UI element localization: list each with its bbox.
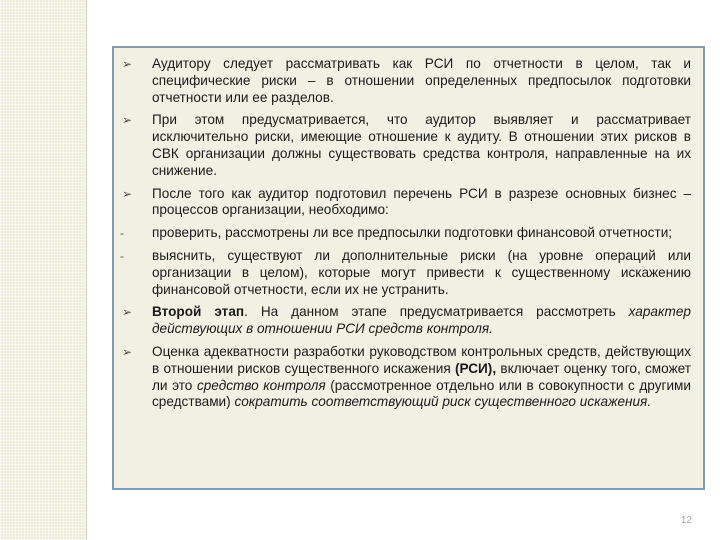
list-item-text [152, 248, 691, 298]
arrow-bullet-icon: ➢ [122, 344, 133, 359]
text-run: . На данном этапе предусматривается рассмотреть [244, 304, 629, 320]
list-item [118, 186, 691, 220]
arrow-bullet-icon: ➢ [122, 186, 133, 201]
text-run: проверить, рассмотрены ли все предпосылки подготовки финансовой отчетности; [152, 225, 673, 241]
text-run: Оценка адекватности разработки руководством контрольных средств, действующих в отношении рисков существенного искажения [152, 343, 691, 376]
text-run: включает оценку того, сможет ли это [152, 360, 691, 393]
text-run: После того как аудитор подготовил перечень РСИ в разрезе основных бизнес – процессов организации, необходимо: [152, 185, 691, 218]
text-run: выяснить, существуют ли дополнительные риски (на уровне операций или организации в целом), которые могут привести к существенному искажению финансовой отчетности, если их не устранить. [152, 247, 691, 297]
text-run: (рассмотренное отдельно или в совокупности с другими средствами) [152, 377, 691, 410]
text-run: Второй этап [152, 304, 245, 320]
list-item [118, 112, 691, 179]
dash-bullet-icon: - [120, 248, 124, 263]
list-item-text [152, 186, 691, 220]
text-run: При этом предусматривается, что аудитор выявляет и рассматривает исключительно риски, имеющие отношение к аудиту. В отношении этих рисков в СВК организации должны существовать средства контроля, направленные на их снижение. [152, 112, 691, 178]
list-item [118, 248, 691, 298]
arrow-bullet-icon: ➢ [122, 57, 133, 71]
list-item-text [152, 344, 691, 411]
arrow-bullet-icon: ➢ [122, 305, 133, 320]
list-item [118, 344, 691, 411]
arrow-bullet-icon: ➢ [122, 113, 133, 128]
decorative-side-pattern [0, 0, 86, 540]
list-item-text [152, 112, 691, 179]
text-run: средство контроля [196, 377, 326, 393]
list-item [118, 225, 691, 242]
text-run: сократить соответствующий риск существенного искажения. [234, 394, 652, 410]
text-run: (РСИ), [454, 360, 497, 376]
list-item [118, 304, 691, 338]
list-item-text [152, 225, 691, 242]
content-box [112, 46, 705, 490]
list-item-text [152, 56, 691, 106]
bullet-list [118, 56, 691, 411]
text-run: Аудитору следует рассматривать как РСИ по отчетности в целом, так и специфические риски – в отношении определенных предпосылок подготовки отчетности или ее разделов. [152, 56, 691, 105]
dash-bullet-icon: - [120, 226, 124, 241]
text-run: характер действующих в отношении РСИ средств контроля. [152, 304, 691, 337]
side-divider [86, 0, 87, 540]
list-item-text [152, 304, 691, 338]
list-item [118, 56, 691, 106]
page-number: 12 [680, 515, 692, 526]
